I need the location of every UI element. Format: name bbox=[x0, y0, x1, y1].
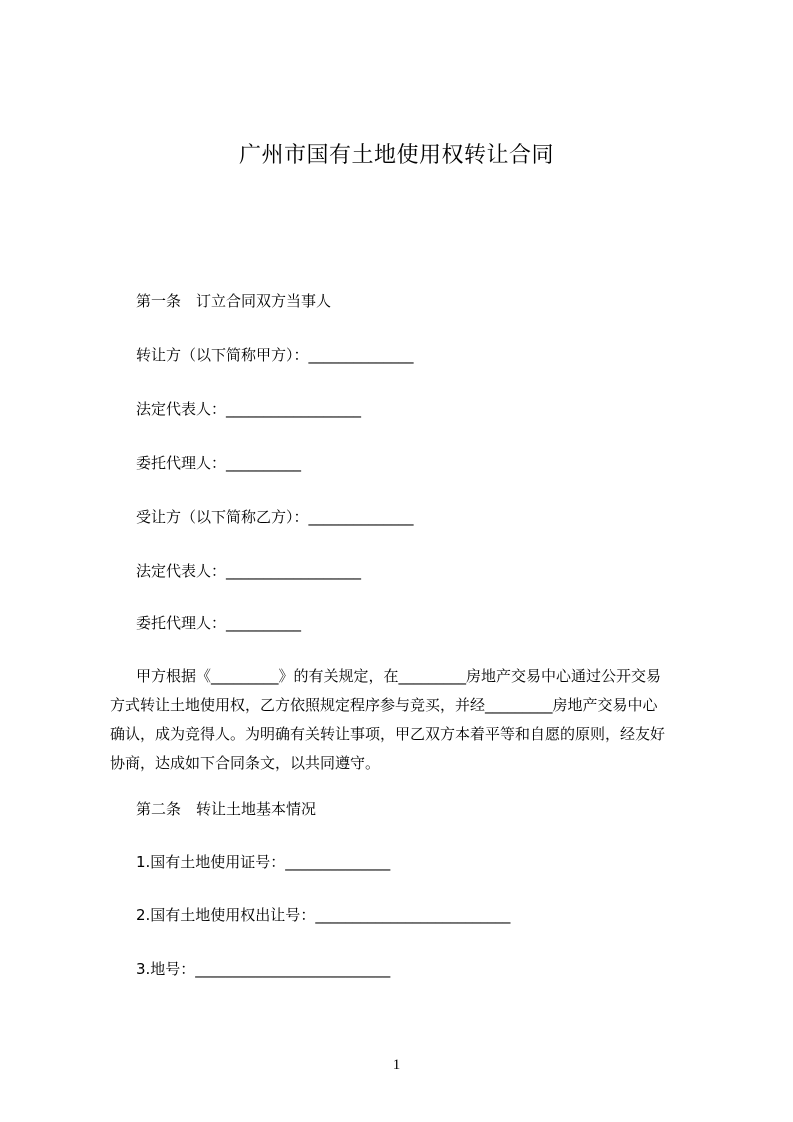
transferor-agent-field: 委托代理人：__________ bbox=[136, 454, 302, 472]
preamble-line-2: 方式转让土地使用权，乙方依照规定程序参与竞买，并经_________房地产交易中心 bbox=[110, 696, 658, 714]
article2-heading: 第二条 转让土地基本情况 bbox=[136, 800, 317, 818]
transferor-legal-rep-field: 法定代表人：__________________ bbox=[136, 400, 362, 418]
transferee-legal-rep-field: 法定代表人：__________________ bbox=[136, 562, 362, 580]
land-certificate-number-field: 1.国有土地使用证号：______________ bbox=[136, 853, 391, 871]
document-title: 广州市国有土地使用权转让合同 bbox=[238, 143, 554, 168]
preamble-line-4: 协商，达成如下合同条文，以共同遵守。 bbox=[110, 754, 381, 772]
transferor-field: 转让方（以下简称甲方）：______________ bbox=[136, 346, 414, 364]
preamble-line-3: 确认，成为竞得人。为明确有关转让事项，甲乙双方本着平等和自愿的原则，经友好 bbox=[110, 725, 666, 743]
article1-heading: 第一条 订立合同双方当事人 bbox=[136, 292, 332, 310]
preamble-paragraph bbox=[110, 662, 700, 778]
land-grant-number-field: 2.国有土地使用权出让号：__________________________ bbox=[136, 906, 511, 924]
lot-number-field: 3.地号：__________________________ bbox=[136, 960, 391, 978]
transferee-field: 受让方（以下简称乙方）：______________ bbox=[136, 508, 414, 526]
page-number: 1 bbox=[392, 1057, 401, 1073]
transferee-agent-field: 委托代理人：__________ bbox=[136, 614, 302, 632]
preamble-line-1: 甲方根据《_________》的有关规定，在_________房地产交易中心通过公开交易 bbox=[136, 667, 662, 685]
